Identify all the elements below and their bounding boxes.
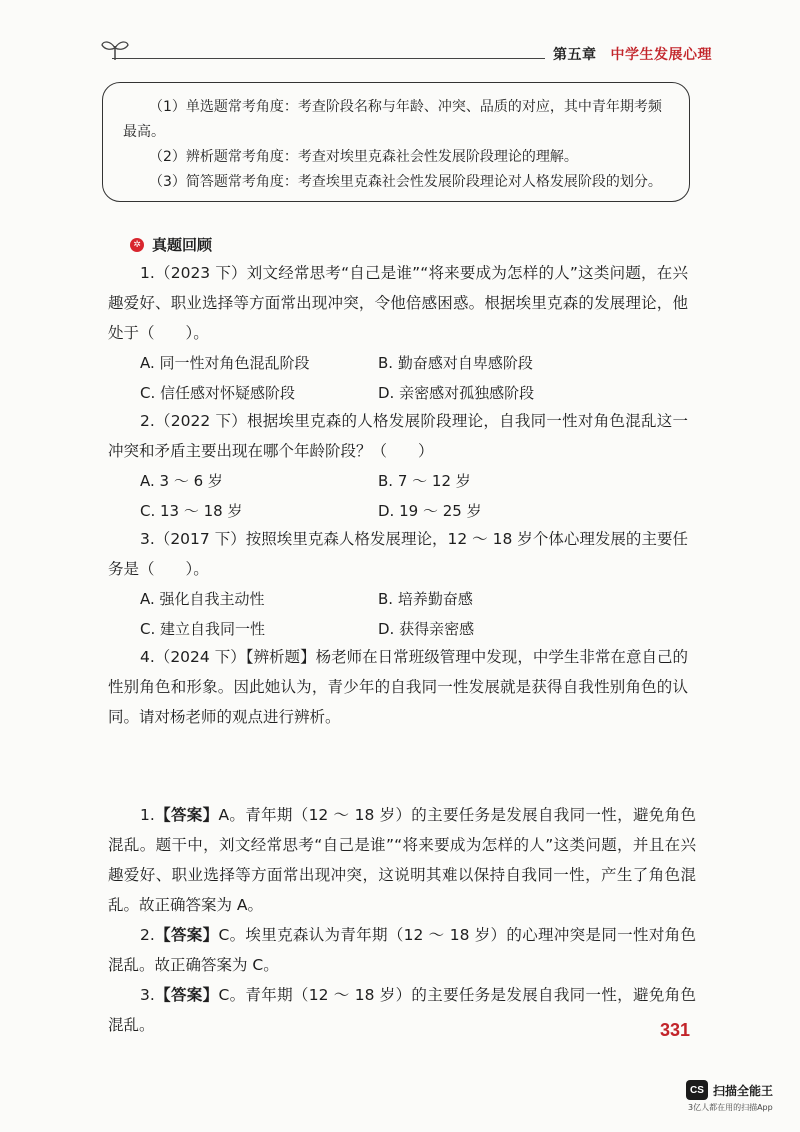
- answer-text: A。青年期（12 ～ 18 岁）的主要任务是发展自我同一性，避免角色混乱。题干中，刘文经常思考“自己是谁”“将来要成为怎样的人”这类问题，并且在兴趣爱好、职业选择等方面常出现冲突，这说明其难以保持自我同一性，产生了角色混乱。故正确答案为 A。: [108, 806, 696, 914]
- option-a: A. 同一性对角色混乱阶段: [140, 354, 310, 372]
- watermark-slogan: 3亿人都在用的扫描App: [688, 1103, 773, 1112]
- question-2: 2.（2022 下）根据埃里克森的人格发展阶段理论，自我同一性对角色混乱这一冲突和矛盾主要出现在哪个年龄阶段？（ ）: [108, 412, 688, 460]
- answer-number: 1.: [140, 806, 155, 824]
- camscanner-logo-icon: CS: [686, 1080, 708, 1100]
- answer-number: 3.: [140, 986, 155, 1004]
- answer-2: [108, 920, 696, 980]
- watermark-brand: 扫描全能王: [713, 1083, 774, 1098]
- answer-tag: 【答案】: [154, 986, 219, 1004]
- answer-1: [108, 800, 696, 920]
- option-a: A. 强化自我主动性: [140, 590, 265, 608]
- tip-line-3: （3）简答题常考角度：考查埃里克森社会性发展阶段理论对人格发展阶段的划分。: [149, 174, 662, 190]
- option-c: C. 建立自我同一性: [140, 620, 266, 638]
- gear-icon: ✲: [130, 238, 144, 252]
- chapter-number: 第五章: [553, 47, 597, 63]
- answer-text: C。青年期（12 ～ 18 岁）的主要任务是发展自我同一性，避免角色混乱。: [108, 986, 696, 1034]
- option-c: C. 信任感对怀疑感阶段: [140, 384, 296, 402]
- tip-line-1-cont: 最高。: [123, 124, 165, 140]
- answer-number: 2.: [140, 926, 155, 944]
- question-2-options: [140, 466, 660, 526]
- exam-tips-box: [102, 82, 690, 202]
- option-d: D. 获得亲密感: [378, 620, 475, 638]
- option-d: D. 亲密感对孤独感阶段: [378, 384, 535, 402]
- question-1-options: [140, 348, 660, 408]
- section-heading: [130, 234, 212, 255]
- answer-tag: 【答案】: [154, 806, 219, 824]
- option-b: B. 7 ～ 12 岁: [378, 472, 471, 490]
- answer-tag: 【答案】: [154, 926, 219, 944]
- scanner-watermark: [686, 1080, 796, 1113]
- question-1: 1.（2023 下）刘文经常思考“自己是谁”“将来要成为怎样的人”这类问题，在兴趣爱好、职业选择等方面常出现冲突，令他倍感困惑。根据埃里克森的发展理论，他处于（ ）。: [108, 264, 688, 342]
- question-4: 4.（2024 下）【辨析题】杨老师在日常班级管理中发现，中学生非常在意自己的性别角色和形象。因此她认为，青少年的自我同一性发展就是获得自我性别角色的认同。请对杨老师的观点进行辨析。: [108, 648, 688, 726]
- option-d: D. 19 ～ 25 岁: [378, 502, 482, 520]
- question-3-options: [140, 584, 660, 644]
- chapter-title: 中学生发展心理: [610, 47, 712, 63]
- option-a: A. 3 ～ 6 岁: [140, 472, 223, 490]
- section-title: 真题回顾: [152, 236, 213, 254]
- answer-3: [108, 980, 696, 1040]
- question-3: 3.（2017 下）按照埃里克森人格发展理论，12 ～ 18 岁个体心理发展的主要任务是（ ）。: [108, 530, 688, 578]
- page-number: 331: [660, 1020, 691, 1040]
- option-b: B. 培养勤奋感: [378, 590, 473, 608]
- tip-line-1: （1）单选题常考角度：考查阶段名称与年龄、冲突、品质的对应，其中青年期考频: [149, 99, 662, 115]
- answer-text: C。埃里克森认为青年期（12 ～ 18 岁）的心理冲突是同一性对角色混乱。故正确答案为 C。: [108, 926, 696, 974]
- option-b: B. 勤奋感对自卑感阶段: [378, 354, 533, 372]
- chapter-heading: [545, 44, 712, 64]
- tip-line-2: （2）辨析题常考角度：考查对埃里克森社会性发展阶段理论的理解。: [149, 149, 578, 165]
- option-c: C. 13 ～ 18 岁: [140, 502, 243, 520]
